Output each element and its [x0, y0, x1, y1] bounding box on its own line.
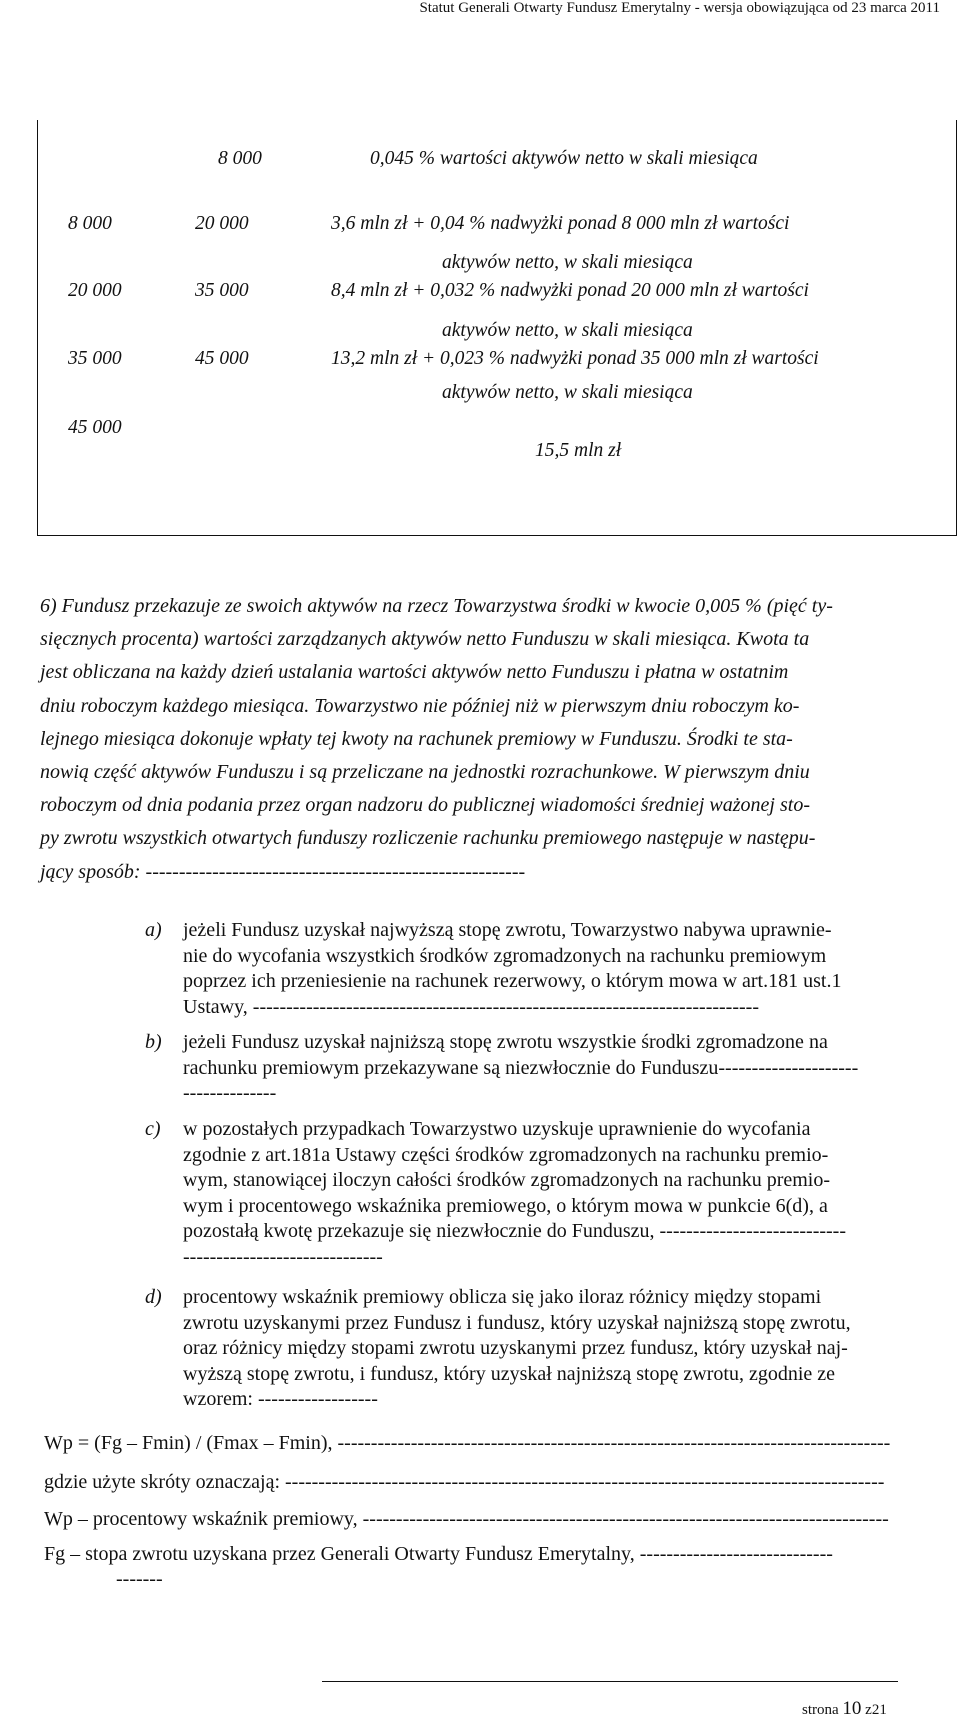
- formula-fg-definition-cont: -------: [116, 1568, 163, 1590]
- item-line: w pozostałych przypadkach Towarzystwo uzyskuje uprawnienie do wycofania: [183, 1118, 811, 1140]
- formula-wp-definition: Wp – procentowy wskaźnik premiowy, -------------------------------------------------------------------------------: [44, 1508, 889, 1530]
- table-row-4-from: 35 000: [68, 348, 122, 369]
- paragraph-line: lejnego miesiąca dokonuje wpłaty tej kwoty na rachunek premiowy w Funduszu. Środki te sta-: [40, 727, 793, 750]
- item-line: nie do wycofania wszystkich środków zgromadzonych na rachunku premiowym: [183, 944, 827, 967]
- item-line: oraz różnicy między stopami zwrotu uzyskanymi przez fundusz, który uzyskał naj-: [183, 1337, 848, 1359]
- footer-prefix: strona: [802, 1702, 839, 1718]
- table-row-1-fee: 0,045 % wartości aktywów netto w skali miesiąca: [370, 148, 758, 169]
- paragraph-6: [40, 590, 956, 889]
- paragraph-line: dniu roboczym każdego miesiąca. Towarzystwo nie później niż w pierwszym dniu roboczym ko-: [40, 694, 800, 717]
- table-row-4-fee-cont: aktywów netto, w skali miesiąca: [442, 382, 693, 403]
- item-line: poprzez ich przeniesienie na rachunek rezerwowy, o którym mowa w art.181 ust.1: [183, 970, 842, 992]
- formula-where: gdzie użyte skróty oznaczają: ------------------------------------------------------------------------------------------: [44, 1471, 885, 1493]
- table-row-5-from: 45 000: [68, 417, 122, 438]
- paragraph-line: sięcznych procenta) wartości zarządzanych aktywów netto Funduszu w skali miesiąca. Kwota ta: [40, 628, 810, 651]
- item-line: wyższą stopę zwrotu, i fundusz, który uzyskał najniższą stopę zwrotu, zgodnie ze: [183, 1362, 836, 1385]
- item-line: jeżeli Fundusz uzyskał najniższą stopę zwrotu wszystkie środki zgromadzone na: [183, 1031, 828, 1053]
- table-row-3-fee-cont: aktywów netto, w skali miesiąca: [442, 320, 693, 341]
- table-row-4-fee: 13,2 mln zł + 0,023 % nadwyżki ponad 35 000 mln zł wartości: [331, 348, 819, 369]
- paragraph-line: nowią część aktywów Funduszu i są przeliczane na jednostki rozrachunkowe. W pierwszym dniu: [40, 761, 810, 784]
- page-number: 10: [842, 1698, 862, 1719]
- table-row-1-to: 8 000: [218, 148, 262, 169]
- list-item-label: a): [145, 919, 162, 941]
- table-row-4-to: 45 000: [195, 348, 249, 369]
- table-row-2-fee-cont: aktywów netto, w skali miesiąca: [442, 252, 693, 273]
- table-row-3-to: 35 000: [195, 280, 249, 301]
- table-row-3-from: 20 000: [68, 280, 122, 301]
- table-row-2-to: 20 000: [195, 213, 249, 234]
- document-header: Statut Generali Otwarty Fundusz Emerytalny - wersja obowiązująca od 23 marca 2011: [419, 0, 940, 16]
- item-line: rachunku premiowym przekazywane są niezwłocznie do Funduszu---------------------: [183, 1056, 859, 1079]
- page-footer: [802, 1698, 887, 1720]
- footer-divider: [322, 1681, 898, 1682]
- footer-sep: z: [865, 1702, 872, 1718]
- list-item-label: b): [145, 1031, 162, 1053]
- item-line: jeżeli Fundusz uzyskał najwyższą stopę zwrotu, Towarzystwo nabywa uprawnie-: [183, 919, 832, 941]
- paragraph-line: py zwrotu wszystkich otwartych funduszy rozliczenie rachunku premiowego następuje w następu-: [40, 827, 816, 850]
- item-line: zwrotu uzyskanymi przez Fundusz i fundusz, który uzyskał najniższą stopę zwrotu,: [183, 1311, 851, 1334]
- paragraph-line: jest obliczana na każdy dzień ustalania wartości aktywów netto Funduszu i płatna w ostatnim: [40, 661, 789, 684]
- item-line: --------------: [183, 1082, 277, 1104]
- list-item-label: c): [145, 1118, 161, 1140]
- item-line: pozostałą kwotę przekazuje się niezwłocznie do Funduszu, ----------------------------: [183, 1220, 846, 1242]
- item-line: Ustawy, ----------------------------------------------------------------------------: [183, 995, 759, 1018]
- formula-equation: Wp = (Fg – Fmin) / (Fmax – Fmin), -----------------------------------------------------------------------------------: [44, 1432, 891, 1454]
- table-row-3-fee: 8,4 mln zł + 0,032 % nadwyżki ponad 20 000 mln zł wartości: [331, 280, 809, 301]
- table-row-2-fee: 3,6 mln zł + 0,04 % nadwyżki ponad 8 000 mln zł wartości: [331, 213, 790, 234]
- paragraph-line: jący sposób: ---------------------------------------------------------: [40, 860, 526, 883]
- list-item-label: d): [145, 1286, 162, 1308]
- item-line: procentowy wskaźnik premiowy oblicza się jako iloraz różnicy między stopami: [183, 1286, 822, 1308]
- fee-table: [37, 120, 957, 536]
- item-line: wzorem: ------------------: [183, 1388, 378, 1410]
- item-line: wym i procentowego wskaźnika premiowego, o którym mowa w punkcie 6(d), a: [183, 1194, 828, 1217]
- item-line: zgodnie z art.181a Ustawy części środków zgromadzonych na rachunku premio-: [183, 1143, 829, 1166]
- paragraph-line: roboczym od dnia podania przez organ nadzoru do publicznej wiadomości średniej ważonej sto-: [40, 794, 810, 817]
- item-line: wym, stanowiącej iloczyn całości środków zgromadzonych na rachunku premio-: [183, 1169, 831, 1191]
- formula-fg-definition: Fg – stopa zwrotu uzyskana przez Generali Otwarty Fundusz Emerytalny, -----------------------------: [44, 1543, 833, 1565]
- item-line: ------------------------------: [183, 1245, 383, 1268]
- table-row-2-from: 8 000: [68, 213, 112, 234]
- paragraph-line: 6) Fundusz przekazuje ze swoich aktywów na rzecz Towarzystwa środki w kwocie 0,005 % (pięć ty-: [40, 595, 833, 617]
- page-total: 21: [871, 1702, 887, 1718]
- table-row-5-fee: 15,5 mln zł: [535, 440, 622, 461]
